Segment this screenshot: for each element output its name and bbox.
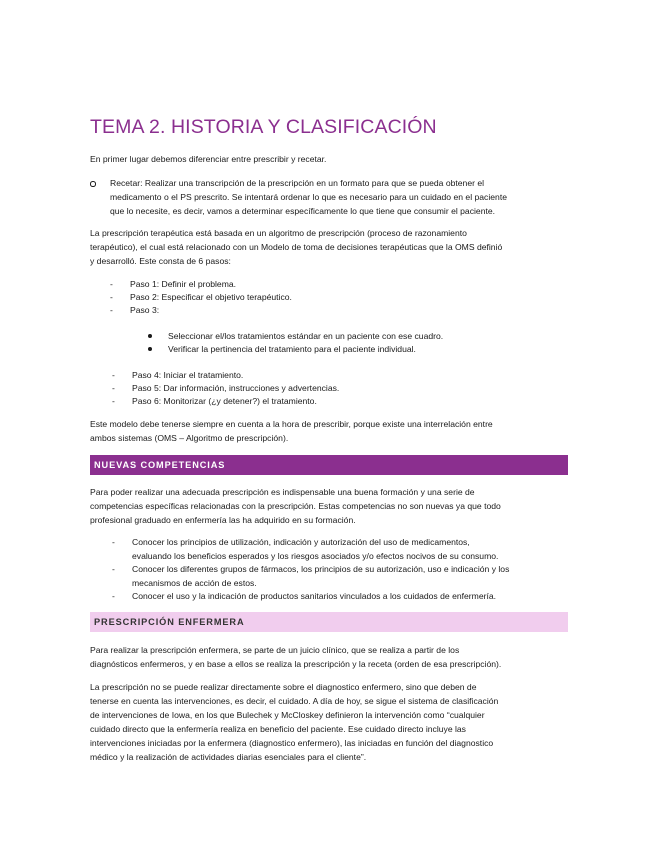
- dash-bullet: -: [110, 305, 113, 315]
- conocer-3-line-1: Conocer el uso y la indicación de productos sanitarios vinculados a los cuidados de enfermería.: [132, 591, 497, 601]
- recetar-line-2: medicamento o el PS prescrito. Se intentará ordenar lo que es necesario para un cuidado en el paciente: [110, 192, 507, 202]
- prescripcion1-line-2: diagnósticos enfermeros, y en base a ellos se realiza la prescripción y la receta (orden de esa prescripción).: [90, 659, 502, 669]
- conocer-2-line-2: mecanismos de acción de estos.: [132, 578, 257, 588]
- dash-bullet: -: [110, 292, 113, 302]
- modelo-line-2: ambos sistemas (OMS – Algoritmo de prescripción).: [90, 433, 289, 443]
- competencias-line-3: profesional graduado en enfermería las ha adquirido en su formación.: [90, 515, 356, 525]
- terapeutica-line-3: y desarrolló. Este consta de 6 pasos:: [90, 256, 231, 266]
- terapeutica-line-1: La prescripción terapéutica está basada en un algoritmo de prescripción (proceso de razonamiento: [90, 228, 467, 238]
- prescripcion2-line-6: médico y la realización de actividades diarias esenciales para el cliente”.: [90, 752, 367, 762]
- intro-paragraph: En primer lugar debemos diferenciar entre prescribir y recetar.: [90, 154, 327, 164]
- competencias-line-2: competencias específicas relacionadas con la prescripción. Estas competencias no son nuevas ya que todo: [90, 501, 501, 511]
- round-bullet-icon: [148, 347, 152, 351]
- dash-bullet: -: [112, 383, 115, 393]
- paso-3: Paso 3:: [130, 305, 160, 315]
- circle-bullet-icon: [90, 181, 96, 187]
- paso-1: Paso 1: Definir el problema.: [130, 279, 237, 289]
- paso-4: Paso 4: Iniciar el tratamiento.: [132, 370, 244, 380]
- dash-bullet: -: [112, 564, 115, 574]
- modelo-line-1: Este modelo debe tenerse siempre en cuenta a la hora de prescribir, porque existe una interrelación entre: [90, 419, 493, 429]
- conocer-2-line-1: Conocer los diferentes grupos de fármacos, los principios de su autorización, uso e indicación y los: [132, 564, 510, 574]
- competencias-line-1: Para poder realizar una adecuada prescripción es indispensable una buena formación y una serie de: [90, 487, 475, 497]
- recetar-line-3: que lo necesite, es decir, vamos a determinar específicamente lo que tiene que consumir el paciente.: [110, 206, 496, 216]
- prescripcion2-line-2: tenerse en cuenta las intervenciones, es decir, el cuidado. A día de hoy, se sigue el sistema de clasificación: [90, 696, 499, 706]
- section-heading-nuevas-competencias: NUEVAS COMPETENCIAS: [90, 455, 568, 475]
- dash-bullet: -: [112, 396, 115, 406]
- paso-5: Paso 5: Dar información, instrucciones y advertencias.: [132, 383, 340, 393]
- paso-6: Paso 6: Monitorizar (¿y detener?) el tratamiento.: [132, 396, 317, 406]
- prescripcion2-line-4: cuidado directo que la enfermería realiza en beneficio del paciente. Ese cuidado directo incluye las: [90, 724, 466, 734]
- dash-bullet: -: [112, 537, 115, 547]
- subpaso-2: Verificar la pertinencia del tratamiento para el paciente individual.: [168, 344, 416, 354]
- recetar-line-1: Recetar: Realizar una transcripción de la prescripción en un formato para que se pueda obtener el: [110, 178, 485, 188]
- round-bullet-icon: [148, 334, 152, 338]
- page-title: TEMA 2. HISTORIA Y CLASIFICACIÓN: [90, 116, 437, 138]
- conocer-1-line-1: Conocer los principios de utilización, indicación y autorización del uso de medicamentos,: [132, 537, 470, 547]
- section-heading-prescripcion-enfermera: PRESCRIPCIÓN ENFERMERA: [90, 612, 568, 632]
- paso-2: Paso 2: Especificar el objetivo terapéutico.: [130, 292, 292, 302]
- dash-bullet: -: [110, 279, 113, 289]
- prescripcion2-line-3: de intervenciones de Iowa, en los que Bulechek y McCloskey definieron la intervención como “cualquier: [90, 710, 485, 720]
- prescripcion2-line-5: intervenciones iniciadas por la enfermera (diagnostico enfermero), las iniciadas en función del diagnostico: [90, 738, 494, 748]
- terapeutica-line-2: terapéutico), el cual está relacionado con un Modelo de toma de decisiones terapéuticas que la OMS definió: [90, 242, 503, 252]
- subpaso-1: Seleccionar el/los tratamientos estándar en un paciente con ese cuadro.: [168, 331, 444, 341]
- prescripcion2-line-1: La prescripción no se puede realizar directamente sobre el diagnostico enfermero, sino que deben de: [90, 682, 477, 692]
- dash-bullet: -: [112, 370, 115, 380]
- prescripcion1-line-1: Para realizar la prescripción enfermera, se parte de un juicio clínico, que se realiza a partir de los: [90, 645, 460, 655]
- conocer-1-line-2: evaluando los beneficios esperados y los riesgos asociados y/o efectos nocivos de su consumo.: [132, 551, 499, 561]
- dash-bullet: -: [112, 591, 115, 601]
